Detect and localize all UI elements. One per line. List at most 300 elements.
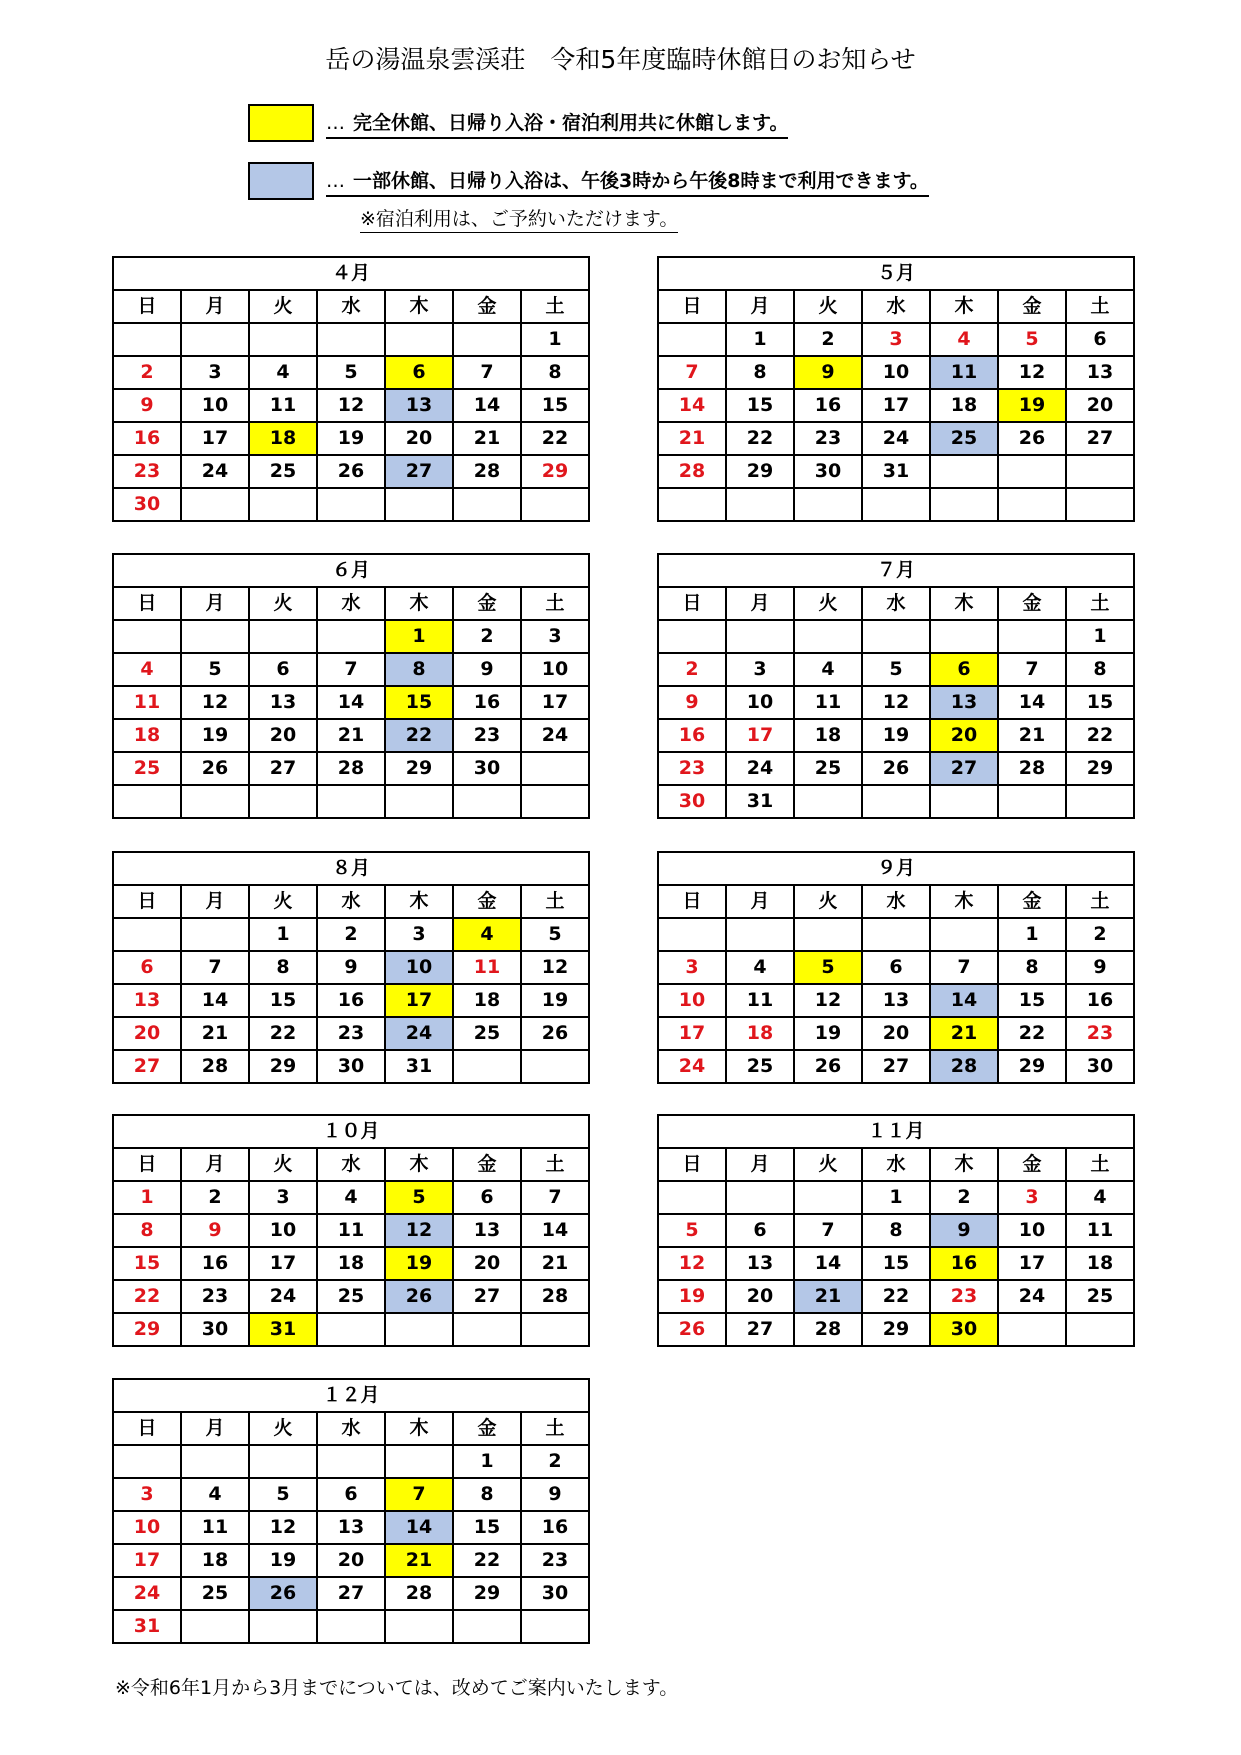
day-cell: 15 [249, 984, 317, 1017]
empty-cell [317, 620, 385, 653]
day-cell: 9 [930, 1214, 998, 1247]
day-cell: 8 [862, 1214, 930, 1247]
day-cell: 22 [862, 1280, 930, 1313]
day-cell: 7 [453, 356, 521, 389]
month-calendar [657, 553, 1135, 819]
day-cell: 20 [385, 422, 453, 455]
empty-cell [317, 1445, 385, 1478]
empty-cell [113, 1445, 181, 1478]
day-cell: 8 [998, 951, 1066, 984]
empty-cell [113, 620, 181, 653]
day-cell: 12 [998, 356, 1066, 389]
month-calendar [112, 1114, 590, 1347]
legend-yellow-swatch [248, 104, 314, 142]
day-cell: 18 [249, 422, 317, 455]
day-cell: 14 [317, 686, 385, 719]
empty-cell [862, 918, 930, 951]
weekday-header: 日 [113, 587, 181, 620]
empty-cell [249, 488, 317, 521]
day-cell: 24 [113, 1577, 181, 1610]
day-cell: 27 [1066, 422, 1134, 455]
day-cell: 8 [1066, 653, 1134, 686]
day-cell: 31 [385, 1050, 453, 1083]
empty-cell [794, 785, 862, 818]
day-cell: 11 [317, 1214, 385, 1247]
weekday-header: 木 [385, 885, 453, 918]
day-cell: 6 [862, 951, 930, 984]
day-cell: 25 [930, 422, 998, 455]
day-cell: 10 [726, 686, 794, 719]
day-cell: 3 [521, 620, 589, 653]
day-cell: 30 [453, 752, 521, 785]
legend-full-closure-text [326, 108, 788, 139]
day-cell: 8 [249, 951, 317, 984]
day-cell: 29 [385, 752, 453, 785]
day-cell: 31 [113, 1610, 181, 1643]
day-cell: 23 [930, 1280, 998, 1313]
day-cell: 17 [249, 1247, 317, 1280]
day-cell: 6 [726, 1214, 794, 1247]
day-cell: 29 [113, 1313, 181, 1346]
weekday-header: 水 [317, 885, 385, 918]
weekday-header: 金 [998, 1148, 1066, 1181]
day-cell: 5 [385, 1181, 453, 1214]
day-cell: 7 [385, 1478, 453, 1511]
day-cell: 18 [794, 719, 862, 752]
day-cell: 7 [521, 1181, 589, 1214]
day-cell: 10 [249, 1214, 317, 1247]
day-cell: 24 [726, 752, 794, 785]
weekday-header: 木 [930, 587, 998, 620]
day-cell: 10 [113, 1511, 181, 1544]
day-cell: 14 [181, 984, 249, 1017]
weekday-header: 水 [862, 1148, 930, 1181]
day-cell: 25 [794, 752, 862, 785]
empty-cell [521, 785, 589, 818]
day-cell: 25 [181, 1577, 249, 1610]
day-cell: 12 [658, 1247, 726, 1280]
day-cell: 27 [726, 1313, 794, 1346]
day-cell: 24 [998, 1280, 1066, 1313]
day-cell: 1 [521, 323, 589, 356]
day-cell: 2 [181, 1181, 249, 1214]
day-cell: 1 [726, 323, 794, 356]
day-cell: 20 [726, 1280, 794, 1313]
day-cell: 18 [113, 719, 181, 752]
month-calendar [657, 851, 1135, 1084]
empty-cell [317, 1610, 385, 1643]
day-cell: 15 [998, 984, 1066, 1017]
day-cell: 12 [862, 686, 930, 719]
day-cell: 12 [317, 389, 385, 422]
empty-cell [726, 918, 794, 951]
day-cell: 5 [181, 653, 249, 686]
day-cell: 10 [385, 951, 453, 984]
day-cell: 8 [453, 1478, 521, 1511]
day-cell: 29 [1066, 752, 1134, 785]
day-cell: 17 [113, 1544, 181, 1577]
weekday-header: 土 [521, 587, 589, 620]
weekday-header: 火 [249, 885, 317, 918]
day-cell: 5 [521, 918, 589, 951]
day-cell: 21 [930, 1017, 998, 1050]
empty-cell [1066, 488, 1134, 521]
day-cell: 26 [521, 1017, 589, 1050]
weekday-header: 火 [794, 290, 862, 323]
empty-cell [181, 620, 249, 653]
day-cell: 17 [998, 1247, 1066, 1280]
empty-cell [521, 752, 589, 785]
empty-cell [385, 1445, 453, 1478]
day-cell: 28 [998, 752, 1066, 785]
day-cell: 2 [658, 653, 726, 686]
day-cell: 16 [658, 719, 726, 752]
day-cell: 1 [249, 918, 317, 951]
empty-cell [181, 323, 249, 356]
month-label: ５月 [658, 257, 1134, 290]
day-cell: 9 [794, 356, 862, 389]
weekday-header: 月 [726, 587, 794, 620]
day-cell: 23 [181, 1280, 249, 1313]
empty-cell [317, 1313, 385, 1346]
day-cell: 8 [113, 1214, 181, 1247]
weekday-header: 水 [317, 587, 385, 620]
day-cell: 19 [249, 1544, 317, 1577]
empty-cell [453, 1313, 521, 1346]
weekday-header: 金 [453, 1148, 521, 1181]
day-cell: 18 [726, 1017, 794, 1050]
day-cell: 16 [521, 1511, 589, 1544]
day-cell: 27 [930, 752, 998, 785]
empty-cell [521, 1050, 589, 1083]
day-cell: 21 [181, 1017, 249, 1050]
weekday-header: 木 [385, 290, 453, 323]
day-cell: 16 [181, 1247, 249, 1280]
day-cell: 8 [726, 356, 794, 389]
day-cell: 22 [998, 1017, 1066, 1050]
day-cell: 6 [249, 653, 317, 686]
day-cell: 19 [658, 1280, 726, 1313]
day-cell: 1 [1066, 620, 1134, 653]
day-cell: 12 [385, 1214, 453, 1247]
weekday-header: 日 [658, 885, 726, 918]
day-cell: 10 [181, 389, 249, 422]
day-cell: 31 [249, 1313, 317, 1346]
empty-cell [658, 323, 726, 356]
empty-cell [930, 455, 998, 488]
day-cell: 12 [521, 951, 589, 984]
empty-cell [249, 620, 317, 653]
empty-cell [317, 488, 385, 521]
day-cell: 21 [317, 719, 385, 752]
weekday-header: 水 [862, 290, 930, 323]
day-cell: 30 [317, 1050, 385, 1083]
day-cell: 23 [794, 422, 862, 455]
day-cell: 19 [317, 422, 385, 455]
day-cell: 1 [862, 1181, 930, 1214]
day-cell: 21 [658, 422, 726, 455]
day-cell: 6 [317, 1478, 385, 1511]
empty-cell [794, 488, 862, 521]
day-cell: 29 [521, 455, 589, 488]
empty-cell [453, 1610, 521, 1643]
day-cell: 27 [317, 1577, 385, 1610]
day-cell: 18 [317, 1247, 385, 1280]
empty-cell [249, 323, 317, 356]
empty-cell [385, 1313, 453, 1346]
day-cell: 10 [658, 984, 726, 1017]
day-cell: 4 [1066, 1181, 1134, 1214]
day-cell: 14 [794, 1247, 862, 1280]
day-cell: 7 [317, 653, 385, 686]
day-cell: 14 [930, 984, 998, 1017]
day-cell: 2 [794, 323, 862, 356]
day-cell: 16 [453, 686, 521, 719]
day-cell: 22 [249, 1017, 317, 1050]
day-cell: 30 [658, 785, 726, 818]
day-cell: 18 [1066, 1247, 1134, 1280]
weekday-header: 木 [930, 1148, 998, 1181]
weekday-header: 月 [181, 885, 249, 918]
day-cell: 7 [181, 951, 249, 984]
month-label: ４月 [113, 257, 589, 290]
day-cell: 23 [1066, 1017, 1134, 1050]
day-cell: 9 [181, 1214, 249, 1247]
empty-cell [453, 1050, 521, 1083]
day-cell: 1 [113, 1181, 181, 1214]
day-cell: 25 [113, 752, 181, 785]
legend-note: ※宿泊利用は、ご予約いただけます。 [360, 204, 678, 233]
day-cell: 24 [385, 1017, 453, 1050]
weekday-header: 月 [181, 1148, 249, 1181]
empty-cell [113, 918, 181, 951]
day-cell: 22 [113, 1280, 181, 1313]
day-cell: 2 [930, 1181, 998, 1214]
legend-ellipsis: … [326, 111, 345, 134]
empty-cell [930, 620, 998, 653]
day-cell: 24 [249, 1280, 317, 1313]
day-cell: 3 [249, 1181, 317, 1214]
empty-cell [794, 918, 862, 951]
day-cell: 4 [181, 1478, 249, 1511]
day-cell: 9 [317, 951, 385, 984]
day-cell: 14 [453, 389, 521, 422]
day-cell: 16 [794, 389, 862, 422]
weekday-header: 日 [658, 1148, 726, 1181]
day-cell: 28 [930, 1050, 998, 1083]
day-cell: 22 [726, 422, 794, 455]
day-cell: 13 [249, 686, 317, 719]
weekday-header: 土 [1066, 587, 1134, 620]
empty-cell [453, 785, 521, 818]
empty-cell [521, 1610, 589, 1643]
day-cell: 19 [862, 719, 930, 752]
empty-cell [385, 1610, 453, 1643]
legend-label: 一部休館、日帰り入浴は、午後3時から午後8時まで利用できます。 [353, 169, 929, 192]
day-cell: 8 [521, 356, 589, 389]
weekday-header: 水 [862, 587, 930, 620]
day-cell: 16 [930, 1247, 998, 1280]
weekday-header: 水 [317, 1412, 385, 1445]
empty-cell [930, 918, 998, 951]
day-cell: 25 [453, 1017, 521, 1050]
legend-label: 完全休館、日帰り入浴・宿泊利用共に休館します。 [353, 111, 789, 134]
day-cell: 5 [998, 323, 1066, 356]
day-cell: 25 [1066, 1280, 1134, 1313]
day-cell: 9 [1066, 951, 1134, 984]
day-cell: 21 [521, 1247, 589, 1280]
day-cell: 9 [658, 686, 726, 719]
day-cell: 10 [521, 653, 589, 686]
empty-cell [998, 455, 1066, 488]
day-cell: 20 [1066, 389, 1134, 422]
day-cell: 14 [521, 1214, 589, 1247]
day-cell: 23 [453, 719, 521, 752]
day-cell: 25 [726, 1050, 794, 1083]
day-cell: 13 [1066, 356, 1134, 389]
month-label: ６月 [113, 554, 589, 587]
legend-partial-closure-text [326, 166, 929, 197]
weekday-header: 金 [453, 1412, 521, 1445]
day-cell: 19 [794, 1017, 862, 1050]
weekday-header: 水 [862, 885, 930, 918]
month-label: ９月 [658, 852, 1134, 885]
empty-cell [998, 488, 1066, 521]
day-cell: 13 [317, 1511, 385, 1544]
day-cell: 9 [113, 389, 181, 422]
day-cell: 28 [317, 752, 385, 785]
day-cell: 15 [453, 1511, 521, 1544]
day-cell: 27 [453, 1280, 521, 1313]
weekday-header: 土 [1066, 290, 1134, 323]
empty-cell [385, 488, 453, 521]
day-cell: 14 [998, 686, 1066, 719]
day-cell: 26 [249, 1577, 317, 1610]
day-cell: 11 [1066, 1214, 1134, 1247]
day-cell: 1 [453, 1445, 521, 1478]
page-title: 岳の湯温泉雲渓荘 令和5年度臨時休館日のお知らせ [325, 45, 916, 74]
month-label: ７月 [658, 554, 1134, 587]
empty-cell [385, 323, 453, 356]
empty-cell [794, 1181, 862, 1214]
day-cell: 6 [385, 356, 453, 389]
day-cell: 30 [794, 455, 862, 488]
day-cell: 12 [794, 984, 862, 1017]
day-cell: 12 [249, 1511, 317, 1544]
day-cell: 26 [862, 752, 930, 785]
empty-cell [726, 620, 794, 653]
empty-cell [1066, 455, 1134, 488]
empty-cell [658, 488, 726, 521]
day-cell: 15 [1066, 686, 1134, 719]
day-cell: 24 [521, 719, 589, 752]
day-cell: 27 [862, 1050, 930, 1083]
empty-cell [930, 785, 998, 818]
weekday-header: 月 [181, 587, 249, 620]
day-cell: 8 [385, 653, 453, 686]
empty-cell [453, 488, 521, 521]
day-cell: 20 [930, 719, 998, 752]
empty-cell [1066, 1313, 1134, 1346]
empty-cell [658, 918, 726, 951]
day-cell: 22 [1066, 719, 1134, 752]
empty-cell [862, 620, 930, 653]
day-cell: 11 [726, 984, 794, 1017]
day-cell: 7 [998, 653, 1066, 686]
day-cell: 1 [385, 620, 453, 653]
day-cell: 29 [998, 1050, 1066, 1083]
day-cell: 30 [181, 1313, 249, 1346]
weekday-header: 金 [453, 885, 521, 918]
day-cell: 27 [249, 752, 317, 785]
day-cell: 10 [998, 1214, 1066, 1247]
day-cell: 28 [658, 455, 726, 488]
day-cell: 17 [385, 984, 453, 1017]
day-cell: 26 [317, 455, 385, 488]
empty-cell [113, 323, 181, 356]
weekday-header: 月 [181, 1412, 249, 1445]
weekday-header: 火 [794, 587, 862, 620]
day-cell: 15 [862, 1247, 930, 1280]
day-cell: 30 [521, 1577, 589, 1610]
day-cell: 15 [113, 1247, 181, 1280]
day-cell: 22 [385, 719, 453, 752]
empty-cell [658, 620, 726, 653]
empty-cell [317, 785, 385, 818]
day-cell: 21 [385, 1544, 453, 1577]
day-cell: 29 [726, 455, 794, 488]
day-cell: 30 [930, 1313, 998, 1346]
day-cell: 28 [385, 1577, 453, 1610]
day-cell: 5 [794, 951, 862, 984]
day-cell: 2 [453, 620, 521, 653]
day-cell: 6 [113, 951, 181, 984]
day-cell: 7 [930, 951, 998, 984]
day-cell: 15 [521, 389, 589, 422]
day-cell: 23 [521, 1544, 589, 1577]
day-cell: 12 [181, 686, 249, 719]
day-cell: 3 [998, 1181, 1066, 1214]
day-cell: 23 [317, 1017, 385, 1050]
weekday-header: 日 [113, 1412, 181, 1445]
day-cell: 2 [113, 356, 181, 389]
weekday-header: 日 [113, 1148, 181, 1181]
weekday-header: 金 [998, 290, 1066, 323]
empty-cell [113, 785, 181, 818]
day-cell: 17 [862, 389, 930, 422]
day-cell: 11 [113, 686, 181, 719]
month-calendar [657, 1114, 1135, 1347]
day-cell: 18 [453, 984, 521, 1017]
day-cell: 20 [317, 1544, 385, 1577]
day-cell: 5 [249, 1478, 317, 1511]
day-cell: 20 [453, 1247, 521, 1280]
day-cell: 28 [794, 1313, 862, 1346]
day-cell: 19 [998, 389, 1066, 422]
legend-partial-closure [248, 161, 929, 201]
day-cell: 11 [453, 951, 521, 984]
day-cell: 6 [1066, 323, 1134, 356]
day-cell: 13 [930, 686, 998, 719]
day-cell: 19 [521, 984, 589, 1017]
empty-cell [317, 323, 385, 356]
day-cell: 20 [249, 719, 317, 752]
day-cell: 2 [317, 918, 385, 951]
empty-cell [249, 1610, 317, 1643]
day-cell: 21 [998, 719, 1066, 752]
weekday-header: 日 [658, 290, 726, 323]
weekday-header: 土 [1066, 1148, 1134, 1181]
